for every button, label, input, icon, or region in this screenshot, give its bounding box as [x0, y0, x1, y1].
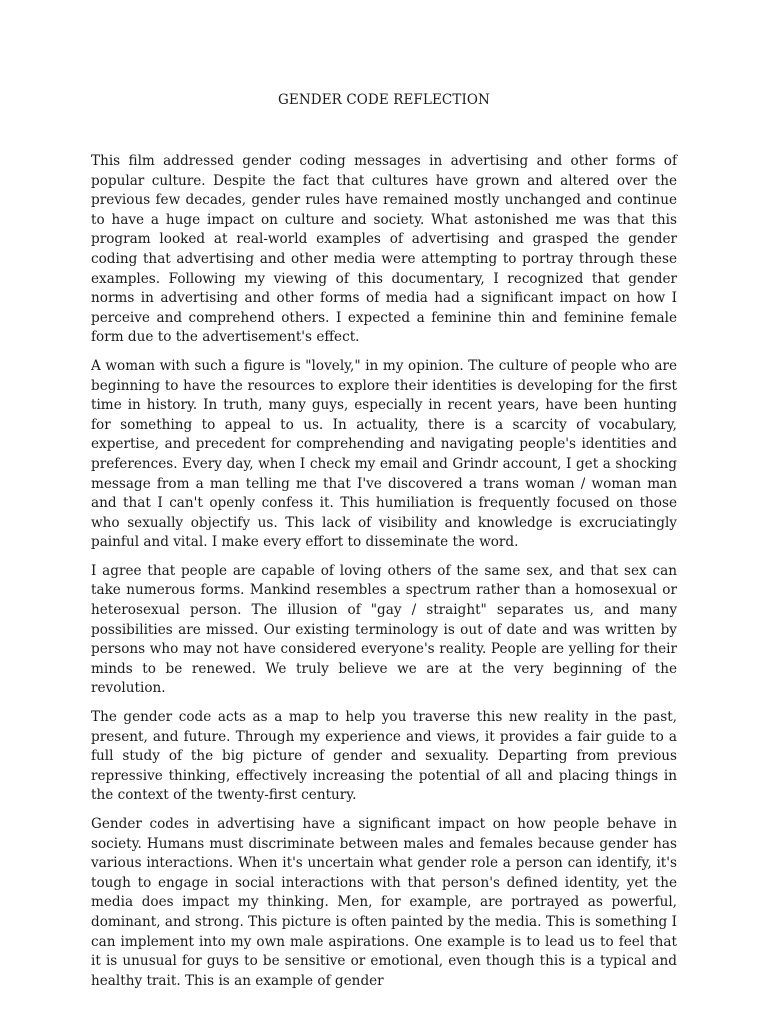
document-body	[91, 152, 677, 1000]
paragraph-3: I agree that people are capable of loving others of the same sex, and that sex can take numerous forms. Mankind resembles a spectrum rather than a homosexual or heterosexual person. The illusion of "gay / straight" separates us, and many possibilities are missed. Our existing terminology is out of date and was written by persons who may not have considered everyone's reality. People are yelling for their minds to be renewed. We truly believe we are at the very beginning of the revolution.	[91, 562, 677, 697]
paragraph-5: Gender codes in advertising have a significant impact on how people behave in society. Humans must discriminate between males and females because gender has various interactions. When it's uncertain what gender role a person can identify, it's tough to engage in social interactions with that person's defined identity, yet the media does impact my thinking. Men, for example, are portrayed as powerful, dominant, and strong. This picture is often painted by the media. This is something I can implement into my own male aspirations. One example is to lead us to feel that it is unusual for guys to be sensitive or emotional, even though this is a typical and healthy trait. This is an example of gender	[91, 816, 677, 989]
page-title: GENDER CODE REFLECTION	[278, 92, 490, 108]
paragraph-2: A woman with such a figure is "lovely," in my opinion. The culture of people who are beginning to have the resources to explore their identities is developing for the first time in history. In truth, many guys, especially in recent years, have been hunting for something to appeal to us. In actuality, there is a scarcity of vocabulary, expertise, and precedent for comprehending and navigating people's identities and preferences. Every day, when I check my email and Grindr account, I get a shocking message from a man telling me that I've discovered a trans woman / woman man and that I can't openly confess it. This humiliation is frequently focused on those who sexually objectify us. This lack of visibility and knowledge is excruciatingly painful and vital. I make every effort to disseminate the word.	[91, 357, 677, 551]
paragraph-1: This film addressed gender coding messages in advertising and other forms of popular culture. Despite the fact that cultures have grown and altered over the previous few decades, gender rules have remained mostly unchanged and continue to have a huge impact on culture and society. What astonished me was that this program looked at real-world examples of advertising and grasped the gender coding that advertising and other media were attempting to portray through these examples. Following my viewing of this documentary, I recognized that gender norms in advertising and other forms of media had a significant impact on how I perceive and comprehend others. I expected a feminine thin and feminine female form due to the advertisement's effect.	[91, 153, 677, 346]
paragraph-4: The gender code acts as a map to help you traverse this new reality in the past, present, and future. Through my experience and views, it provides a fair guide to a full study of the big picture of gender and sexuality. Departing from previous repressive thinking, effectively increasing the potential of all and placing things in the context of the twenty-first century.	[91, 709, 677, 804]
